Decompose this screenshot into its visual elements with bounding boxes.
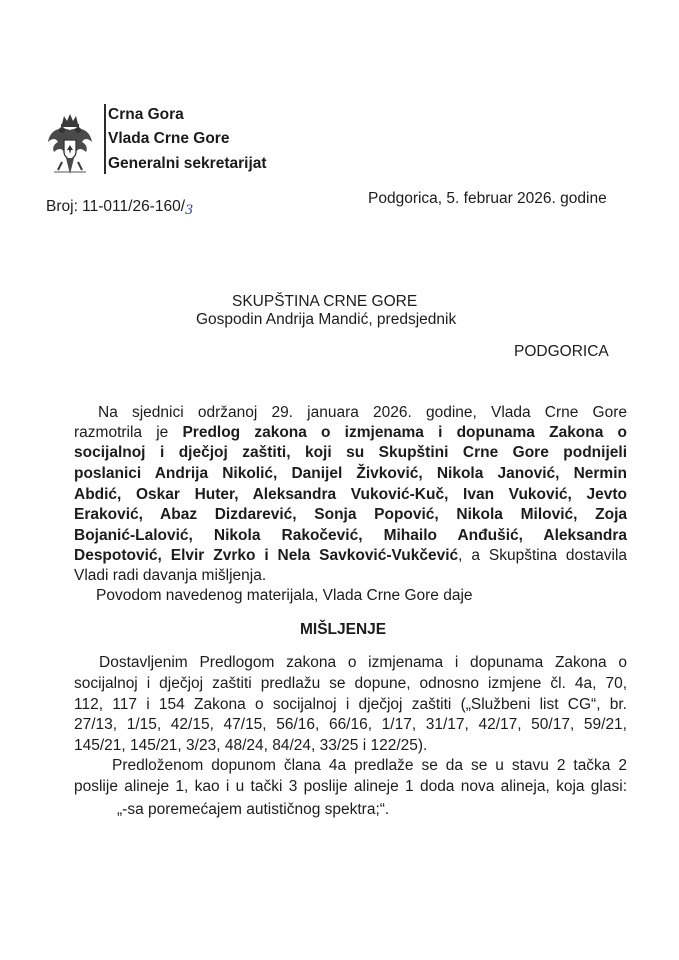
p3-line-2: socijalnoj i dječjoj zaštiti predlažu se dopune, odnosno izmjene čl. 4a, 70, [74,675,627,692]
p3-line-4: 27/13, 1/15, 42/15, 47/15, 56/16, 66/16, 1/17, 31/17, 42/17, 50/17, 59/21, [74,716,627,733]
addressee-person: Gospodin Andrija Mandić, predsjednik [196,311,457,328]
coat-of-arms-emblem [46,112,94,180]
header-divider [104,104,106,174]
p1-line-4: poslanici Andrija Nikolić, Danijel Živković, Nikola Janović, Nermin [74,465,627,482]
secretariat-name: Generalni sekretarijat [108,155,267,172]
p1-line-2: razmotrila je Predlog zakona o izmjenama i dopunama Zakona o [74,424,628,441]
opinion-heading: MIŠLJENJE [300,621,387,638]
p1-line-8: Despotović, Elvir Zvrko i Nela Savković-Vukčević, a Skupština dostavila [74,547,628,564]
p3-line-3: 112, 117 i 154 Zakona o socijalnoj i dječjoj zaštiti („Službeni list CG“, br. [74,696,627,713]
p4-quote: „-sa poremećajem autističnog spektra;“. [117,801,390,818]
p1-line-1: Na sjednici održanoj 29. januara 2026. godine, Vlada Crne Gore [98,404,627,421]
p1-line-3: socijalnoj i dječjoj zaštiti, koji su Skupštini Crne Gore podnijeli [74,444,627,461]
country-name: Crna Gora [108,106,184,123]
mp-names-end: Despotović, Elvir Zvrko i Nela Savković-Vukčević [74,547,459,564]
p4-line-1: Predloženom dopunom člana 4a predlaže se da se u stavu 2 tačka 2 [112,757,627,774]
reference-number-label: Broj: 11-011/26-160/ [46,198,186,215]
p3-line-1: Dostavljenim Predlogom zakona o izmjenama i dopunama Zakona o [99,654,627,671]
handwritten-suffix: 3 [185,203,194,218]
government-name: Vlada Crne Gore [108,130,230,147]
p3-line-5: 145/21, 145/21, 3/23, 48/24, 84/24, 33/25 i 122/25). [74,737,428,754]
bill-title-part-1: Predlog zakona o izmjenama i dopunama Zakona o [182,424,628,441]
place-date: Podgorica, 5. februar 2026. godine [368,190,607,207]
addressee-city: PODGORICA [514,343,609,360]
p2-line: Povodom navedenog materijala, Vlada Crne Gore daje [96,587,473,604]
p1-line-6: Eraković, Abaz Dizdarević, Sonja Popović, Nikola Milović, Zoja [74,506,627,523]
reference-number [46,198,193,218]
p1-line-7: Bojanić-Lalović, Nikola Rakočević, Mihailo Anđušić, Aleksandra [74,527,627,544]
addressee-institution: SKUPŠTINA CRNE GORE [232,293,418,310]
p4-line-2: poslije alineje 1, kao i u tački 3 poslije alineje 1 doda nova alineja, koja glasi: [74,778,627,795]
p1-line-5: Abdić, Oskar Huter, Aleksandra Vuković-Kuč, Ivan Vuković, Jevto [74,486,627,503]
p1-line-9: Vladi radi davanja mišljenja. [74,567,267,584]
